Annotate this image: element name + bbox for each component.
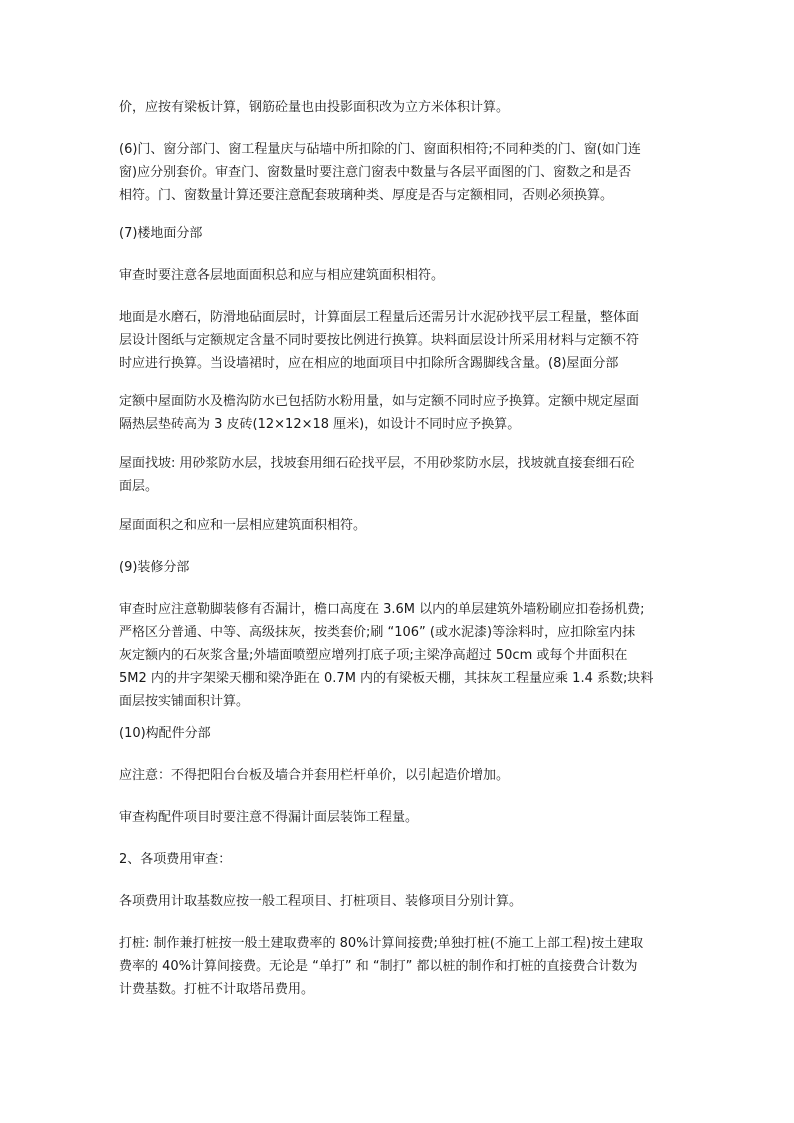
text-line: 审查构配件项目时要注意不得漏计面层装饰工程量。 xyxy=(119,810,419,825)
text-line: 时应进行换算。当设墙裙时，应在相应的地面项目中扣除所含踢脚线含量。(8)屋面分部 xyxy=(119,356,619,371)
text-line: 价，应按有梁板计算，钢筋砼量也由投影面积改为立方米体积计算。 xyxy=(119,100,510,115)
paragraph-terrazzo xyxy=(119,306,679,375)
text-line: 层设计图纸与定额规定含量不同时要按比例进行换算。块料面层设计所采用材料与定额不符 xyxy=(119,333,640,348)
text-line: 审查时要注意各层地面面积总和应与相应建筑面积相符。 xyxy=(119,268,445,283)
text-line: 5M2 内的井字架梁天棚和梁净距在 0.7M 内的有梁板天棚，其抹灰工程量应乘 1.4 系数;块料 xyxy=(119,671,654,686)
paragraph-beam-slab xyxy=(119,96,679,119)
text-line: 地面是水磨石，防滑地砧面层时，计算面层工程量后还需另计水泥砂找平层工程量，整体面 xyxy=(119,310,640,325)
section-heading: 2、各项费用审查： xyxy=(119,852,232,867)
text-line: 屋面找坡: 用砂浆防水层，找坡套用细石砼找平层，不用砂浆防水层，找坡就直接套细石砼 xyxy=(119,456,635,471)
paragraph-roof-slope xyxy=(119,452,679,498)
section-heading: (9)装修分部 xyxy=(119,560,190,575)
paragraph-piling xyxy=(119,932,679,1001)
text-line: 窗)应分别套价。审查门、窗数量时要注意门窗表中数量与各层平面图的门、窗数之和是否 xyxy=(119,165,632,180)
paragraph-components-review xyxy=(119,806,679,829)
heading-decoration-section xyxy=(119,556,679,579)
section-heading: (7)楼地面分部 xyxy=(119,226,203,241)
text-line: 隔热层垫砖高为 3 皮砖(12×12×18 厘米)，如设计不同时应予换算。 xyxy=(119,417,521,432)
paragraph-balcony-note xyxy=(119,764,679,787)
text-line: 应注意：不得把阳台台板及墙合并套用栏杆单价，以引起造价增加。 xyxy=(119,768,510,783)
paragraph-decoration xyxy=(119,598,679,713)
text-line: 定额中屋面防水及檐沟防水已包括防水粉用量，如与定额不同时应予换算。定额中规定屋面 xyxy=(119,394,640,409)
section-heading: (10)构配件分部 xyxy=(119,726,211,741)
paragraph-roof-area xyxy=(119,514,679,537)
text-line: 严格区分普通、中等、高级抹灰，按类套价;刷 “106” (或水泥漆)等涂料时，应扣除室内抹 xyxy=(119,625,636,640)
text-line: 灰定额内的石灰浆含量;外墙面喷塑应增列打底子项;主梁净高超过 50cm 或每个井面积在 xyxy=(119,648,628,663)
text-line: 打桩: 制作兼打桩按一般土建取费率的 80%计算间接费;单独打桩(不施工上部工程)按土建取 xyxy=(119,936,644,951)
text-line: 屋面面积之和应和一层相应建筑面积相符。 xyxy=(119,518,367,533)
text-line: 费率的 40%计算间接费。无论是 “单打” 和 “制打” 都以桩的制作和打桩的直接费合计数为 xyxy=(119,959,638,974)
text-line: 计费基数。打桩不计取塔吊费用。 xyxy=(119,982,315,997)
paragraph-roof-waterproof xyxy=(119,390,679,436)
text-line: 面层。 xyxy=(119,479,159,494)
paragraph-doors-windows xyxy=(119,138,679,207)
text-line: (6)门、窗分部门、窗工程量庆与砧墙中所扣除的门、窗面积相符;不同种类的门、窗(如门连 xyxy=(119,142,641,157)
heading-components-section xyxy=(119,722,679,745)
heading-fee-review xyxy=(119,848,679,871)
paragraph-floor-area xyxy=(119,264,679,287)
text-line: 相符。门、窗数量计算还要注意配套玻璃种类、厚度是否与定额相同，否则必须换算。 xyxy=(119,188,614,203)
text-line: 面层按实铺面积计算。 xyxy=(119,694,250,709)
heading-floor-section xyxy=(119,222,679,245)
paragraph-fee-base xyxy=(119,890,679,913)
text-line: 审查时应注意勒脚装修有否漏计，檐口高度在 3.6M 以内的单层建筑外墙粉刷应扣卷扬机费; xyxy=(119,602,645,617)
text-line: 各项费用计取基数应按一般工程项目、打桩项目、装修项目分别计算。 xyxy=(119,894,523,909)
